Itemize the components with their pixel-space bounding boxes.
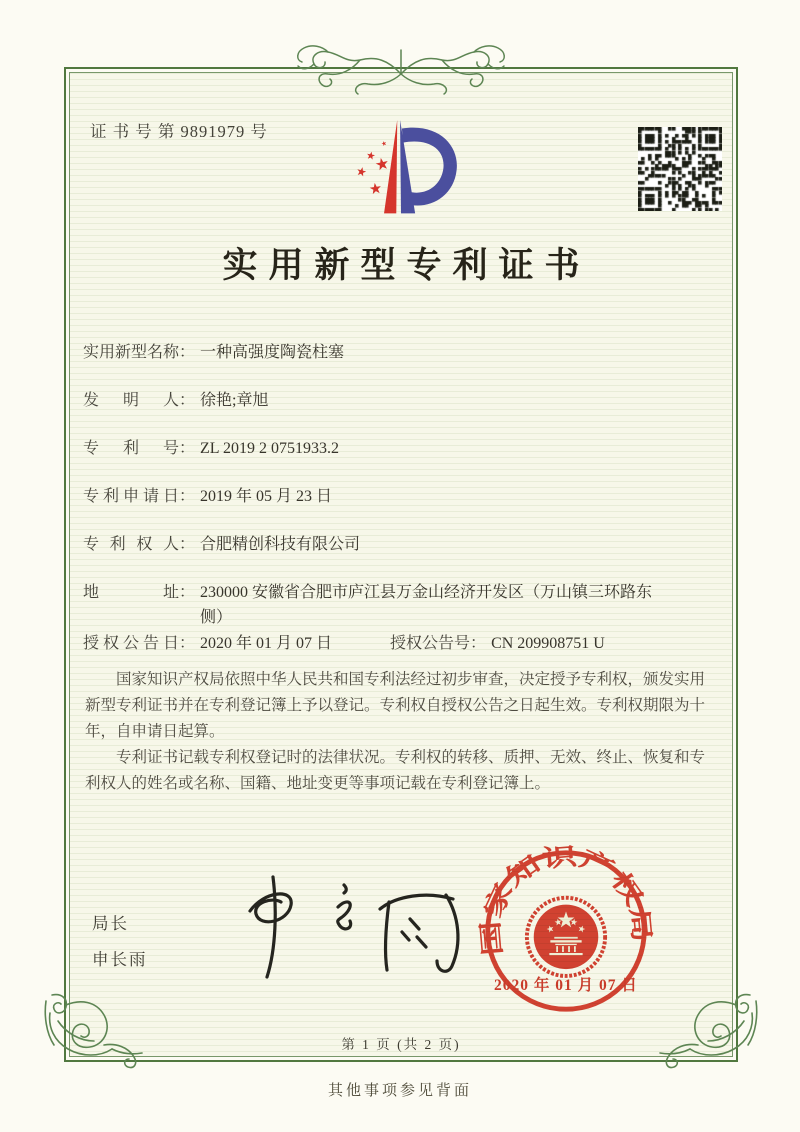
field-value: 合肥精创科技有限公司 (200, 536, 361, 553)
grant-number-pair: 授权公告号 ： CN 209908751 U (390, 631, 605, 656)
field-patent-number: 专利号 ： ZL 2019 2 0751933.2 (83, 436, 719, 461)
field-inventor: 发明人 ： 徐艳;章旭 (83, 388, 719, 413)
certificate-title: 实用新型专利证书 (222, 246, 591, 285)
national-emblem-icon (527, 898, 605, 976)
certificate-number: 证 书 号 第 9891979 号 (90, 122, 268, 141)
director-signature-icon (220, 871, 492, 983)
seal-date: 2020 年 01 月 07 日 (494, 977, 638, 994)
cnipa-logo-icon (335, 117, 467, 221)
field-grant-row (83, 631, 719, 656)
certificate-inner-area (69, 72, 733, 1057)
officer-name: 申长雨 (92, 950, 148, 969)
field-utility-model-name: 实用新型名称 ： 一种高强度陶瓷柱塞 (83, 340, 719, 365)
field-address: 地址 ： 230000 安徽省合肥市庐江县万金山经济开发区（万山镇三环路东侧） (83, 580, 719, 630)
cnipa-official-seal (478, 843, 654, 1019)
field-label: 授权公告日 (83, 635, 179, 652)
field-value: 2020 年 01 月 07 日 (200, 635, 333, 652)
field-label: 实用新型名称 (83, 344, 180, 361)
grant-date-pair: 授权公告日 ： 2020 年 01 月 07 日 (83, 631, 332, 656)
field-value: ZL 2019 2 0751933.2 (200, 440, 339, 457)
page-number: 第 1 页 (共 2 页) (341, 1037, 461, 1052)
certificate-frame (64, 67, 738, 1062)
field-value: 230000 安徽省合肥市庐江县万金山经济开发区（万山镇三环路东侧） (200, 584, 653, 626)
field-value: CN 209908751 U (491, 635, 605, 652)
field-patentee: 专利权人 ： 合肥精创科技有限公司 (83, 532, 719, 557)
field-label: 专利申请日 (83, 488, 179, 505)
field-label: 专利权人 (83, 536, 179, 553)
field-value: 一种高强度陶瓷柱塞 (200, 344, 345, 361)
field-value: 徐艳;章旭 (200, 392, 269, 409)
legal-text (85, 667, 719, 797)
officer-block (92, 906, 148, 978)
officer-title: 局长 (92, 914, 129, 933)
field-label: 发明人 (83, 392, 179, 409)
field-application-date: 专利申请日 ： 2019 年 05 月 23 日 (83, 484, 719, 509)
seal-ring-text: 国家知识产权局 (478, 844, 654, 957)
qr-code-icon (638, 127, 722, 211)
field-label: 授权公告号 (390, 635, 471, 652)
certificate-fields (83, 340, 719, 679)
legal-paragraph-2: 专利证书记载专利权登记时的法律状况。专利权的转移、质押、无效、终止、恢复和专利权人的姓名或名称、国籍、地址变更等事项记载在专利登记簿上。 (85, 749, 706, 792)
field-label: 地址 (83, 584, 179, 601)
legal-paragraph-1: 国家知识产权局依照中华人民共和国专利法经过初步审查，决定授予专利权，颁发实用新型专利证书并在专利登记簿上予以登记。专利权自授权公告之日起生效。专利权期限为十年，自申请日起算。 (85, 671, 706, 740)
field-label: 专利号 (83, 440, 179, 457)
back-side-note: 其他事项参见背面 (327, 1083, 472, 1099)
field-value: 2019 年 05 月 23 日 (200, 488, 333, 505)
